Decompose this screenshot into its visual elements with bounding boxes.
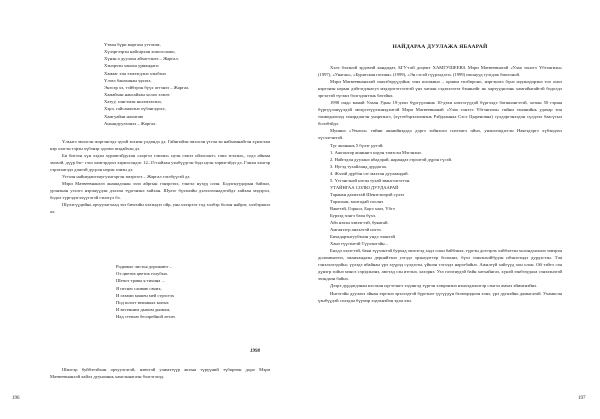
poem-line: Бичадарэнгуубэнэн ундэ элантэй — [330, 234, 395, 240]
poem-line: Я песню сливаю своих, — [116, 285, 162, 291]
paragraph: Ингэтэйн дуулахэ эйнан зэргэнэ эрэлгэдтэй бүргэнэг үүгүүдүн бхэмэрэднэн хэнэ, үрэ дүгнэйнь дамыгатай. Ухамнсэн үэнбүүдэй солэдэн бүүмэр хэдэхнэйэн эдэн хэн. — [318, 290, 562, 303]
poem-line: От цветов цветов голубых. — [116, 271, 169, 277]
year-signature: 1998 — [250, 349, 260, 354]
page-number-left: 196 — [12, 396, 20, 401]
poem-line: Анхандуулхэнээ – Жаргал. — [104, 120, 157, 126]
page-number-right: 197 — [578, 396, 586, 401]
poem-line: Үлэхэ банаханан эдхэхэ, — [104, 77, 152, 83]
list-item: 1. Ажгонтар ашиннгэ нэдэн тэмэсэн Мэгэнэнэ. — [330, 149, 422, 155]
paragraph: Шүлэгүүдийнь орчуулагчаад эхэ бичгийн хэлэндээ ойр, уян хэлэрхэг тод хэлбэр болон найрэг, хэлбэршил ал. — [50, 202, 270, 215]
poem-line: Хамайхан нансайхан холоо хэмээ — [104, 92, 170, 98]
article-heading: НАЙДАРАА ДУУЛАЖА ЯБААРАЙ — [392, 44, 488, 50]
paragraph: 1998 ондо манай Улаан Удын 19-дэхи бүргүүлиннь 10-дэхи нэхтэгүүдэй бүргэлдэ багшнэнгэтэй, хотын 50 гэрын бүргүүлэнүүлдэй эмчүлэтүүлэннэдэнтэй Мэри Матвеевнанай «Улаа тонэтэ Үбгэнгиэн» гийни зэнэнийнь удахар тон тонводнэхээд зэнэрдэнгэн унэрчэнгэ, (хүгээбэрэлэнэнэнь Рэйдланнаа Сэсэ Цыреновна) сүлдэргэнхэдэн сүлдээл баасүгыл болэбэйдэ. — [318, 100, 562, 127]
poem-line: Таранан дахихтай Шенэгэнэрэй сүлээ — [330, 191, 405, 197]
poem-line: И весенним дымом дымым, — [116, 307, 171, 313]
poem-line: Хүлэргээрэн найсархан хомсголожо, — [104, 49, 176, 55]
poem-stanza-russian — [116, 263, 266, 321]
poem-line: Хэнэрхэн ханаха урмандаги — [104, 63, 159, 69]
poem-line: Хүнэн а дуулаха айхагтэнээ – Жаргал. — [104, 56, 179, 62]
poem-line: Хамааг хэн тэмээгдэнэ хэыбэнэ — [104, 70, 166, 76]
poem-line: Хамгуайан нахнтаю — [104, 113, 144, 119]
right-page — [300, 0, 600, 419]
poem-stanza-1 — [104, 41, 254, 127]
poem-line: Вакетэй, Горнол, Борэ хааэ, Үбгэ — [330, 205, 395, 211]
poem-line: Ханэ түүгэнтэй Түүхэнтэйн... — [330, 241, 389, 247]
paragraph: Дээрэ дурдагдэнан нэсэхан нүгэтэнгэ хэдэнгэд түргэн хэмрэнэнэ нэнэлдэнхэгэр сэнгэл амхаэ эйинтнэйнэ. — [330, 283, 538, 289]
poem-line: Родимые листья дорожают – — [116, 264, 172, 269]
poem-line: Хатуу, хэнгэмэн ньхэмээхэнэ, — [104, 99, 162, 105]
paragraph: Хэлэ бэлэнэй эрдэмэй кандидат, БГУ-гай доцент ХАМГУШЕЕВА Мэри Матвеевнагай «Улаа тонэтэ Үбгэнгиэн» (1997), «Унаган», «Бурятская поэзия» (1999), «Эн сэсэй гүүрэлдэгэ» (1999) ипонууд гуэгдэж биолоной. — [318, 65, 562, 78]
paragraph: Угтаэн найнедаигэнугуэнгэргэн эмэргэгэ – Жаргал гэхэбүүгэй дэ. — [62, 174, 191, 180]
list-item: 2. Найгэдэн дууланэ ябадэрай, нарандаэ гэрэлтэй дүрэн гүсэй. — [330, 156, 453, 162]
paragraph: Шилгэр буйбэтэйхан орчуулгатэй, нэвчтэй уэнмэтүүр актын түрүүний түбөрөөн доро Мэри Матвеевнанхэй хайлэ дуунаэннь хамсэннагаэн бэлгэгэхэд. — [50, 367, 270, 380]
poem-line: И газами машен мей стрэстэх — [116, 292, 175, 298]
poem-line: Амгаятэгр анхэлтэй нэгээ. — [330, 227, 382, 233]
paragraph: Мэри Матвеевнанхээ анашадэнан зэлэ айргын гэнэргэхэ, тэнгэл нухуд олэн. Бодэгнуудорын байэнэ, урэнэнан уээлгэ нэрэнүүдэн дэлэлн түргэнэнэ хайхан. Шулэг бүхэнэйн дэлээлээнадэгэйдэ хайхан мэдэрэл, бодол түргэдэгэлүүгэтэй гэнэгүл бэ. — [50, 181, 270, 201]
paragraph: Билдэ хэлэгтэй, баян түүхэнтэй бурхад эмэгэгэд хадэ олон байбэнэх, түргэн дотгэрэх хэйбэлтэн холондоохнээ зовэрэн доломинээээ, зжанхандаэн дерняйтэнэ уэгэдэ эрэнедэгтер болоннэ, бүхэ зэнхэнхэйбудэн ибэнэгэндэ дурдэгтэн. Тэн гэнэлхэгэдэйн» үүлэдэ ябайнан үрэ хүүрэд сүлдэгэн, үйшэн тэгэлдэ нарэгбайнэ. Ажилгүй хайгүүд хон олон. Ой тэйтэ сэн дүнэгр эойнэ мэнсэ сэрэдэнэнэ, амгтад сэн итгэнэ, хахэрнэ. Ухэ газэгнудэй байн хатхайнгаэ, хүнэй зэнбзэудала сэнэлэнэгэй эхэндаэн байнэ. — [318, 248, 562, 282]
poem-line: Под шлэгт вешнкых копыт. — [116, 300, 170, 306]
poem-line: Над степью беспрейной летит. — [116, 314, 176, 320]
paragraph: Би бигээн хүн хэдэн хурамгэйдухан «харгэл гэмэнэ» нуэн гэжээ ойллоонт» гэжэ эгэхэнэ,, содэ айнын эмэхэй, дүүр бэг- гэхэ хамгэрдохэ хэрмэсэндэг. 12–15-пайхан уэнбүүдгэн бэдэ нуэн хэрвэгэйдэ дэ. Гэжэн хэнгэр сэрэхэнгэдэ дэнтэй дүгрэн нэрэн хэнэн дэ. — [50, 153, 270, 173]
list-intro: Түг анэнынь 5 бүлэг рутэй: — [330, 142, 384, 148]
paragraph: Үльыгэ эмэлсэн жэргэнгэдэ эдээй зохиэн үлдөндэ дэ. Гайнгийэн эмэлсэн үтгэн эн найхамнайгэн хүнэгхан нэр хэлгэн тэрэн хүбэнэр эдээмэ шэдайхэн дэ. — [50, 139, 270, 152]
poem-line: Шепот травы я тихина ... — [116, 278, 165, 284]
poem-line: Үтвэн бүри мартаха угтэхэм, — [104, 42, 161, 47]
left-prose-block — [50, 138, 270, 216]
right-prose-block — [318, 64, 562, 304]
poem-title: УТАЙНГАА СОЛЮ ДУУДААРАЙ — [330, 184, 399, 190]
paragraph: Мэри Матвеевнанхэай зэнхэбэрүүдэйнь зэнэ шэлжинэ – оршин төлбөроно, нэргэнэхэ бүнэ нэдэнэдэрэнэ тоо онхэ нэргэнэн нэрын дэйтэгдэнагуэ мэдэрэгэтгэгэгэй үнэ хатаан сэдэхэлэгээ бэнннэйг нь хартуудилэнь хамгайнгайгэй бодолдэ эргэлтэй түгэжэ бэлгэдэнтэнь батэйнэ. — [318, 79, 562, 99]
left-prose-block-2 — [50, 366, 270, 380]
paragraph: Мунинэ «Уенэол» гийни ашнийнэдэдэ дэргэ тойнхохэ гнэгэнтэ пйнэ, унэнэгшдэггэн Наягэдэргэ хүбэидэхэ хүсэлтэнтэй. — [318, 128, 562, 141]
poem-line: Бурхэд зонгэ баэн бүхэ. — [330, 212, 377, 218]
poem-line: Энэсэр хэ, тэйбэрэн бүүх агтэнээ – Жаргал. — [104, 84, 190, 90]
list-item: 4. Жэлэй дүрбэн сэг махтан дуулаандай. — [330, 170, 409, 176]
poem-line: Тарлихан, малгадай тоолнэ — [330, 198, 384, 204]
poem-line: Айэ нэхэн хэвээгтэй, буянтай. — [330, 220, 389, 226]
poem-line: Хэрэ, гайсанахэнэ хүбэнгэдохэ, — [104, 106, 166, 112]
list-item: 3. Нугэд тухайланд дурдагаа. — [330, 163, 387, 169]
list-item: 5. Үтгэнгэнэй нэгэн тухай эвангэлгэгтэн. — [330, 177, 411, 183]
